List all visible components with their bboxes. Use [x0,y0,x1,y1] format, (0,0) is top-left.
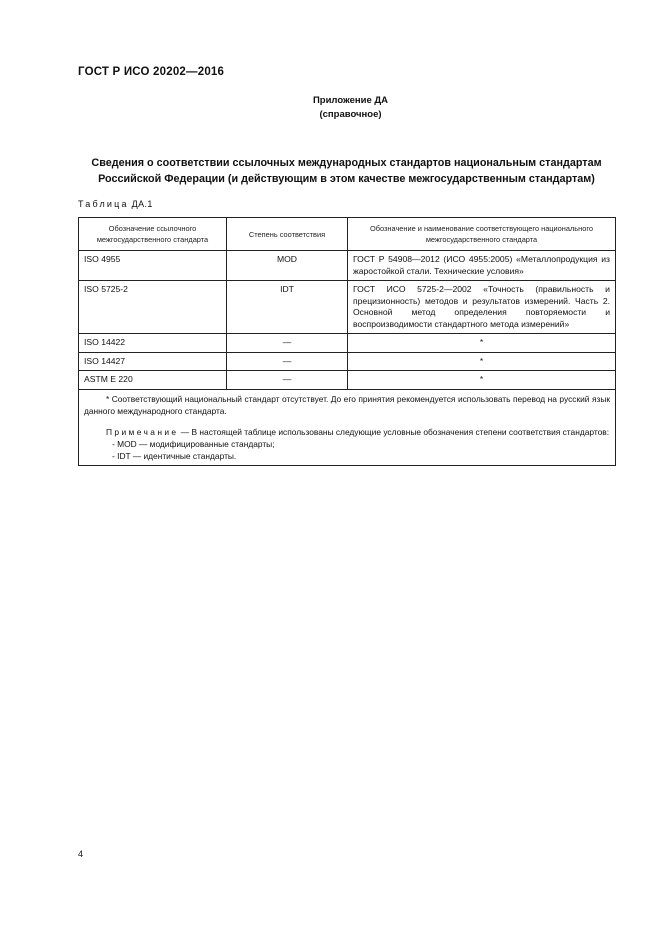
table-row [79,334,616,353]
column-header-reference: Обозначение ссылочного межгосударственного стандарта [79,218,227,251]
column-header-national: Обозначение и наименование соответствующего национального межгосударственного стандарта [348,218,616,251]
section-title [78,155,615,187]
table-row [79,281,616,334]
cell-reference: ISO 14422 [79,334,227,353]
appendix-subtitle: (справочное) [319,109,382,120]
table-header-row [79,218,616,251]
cell-reference: ASTM E 220 [79,371,227,390]
cell-national: * [348,352,616,371]
cell-degree: — [227,352,348,371]
table-row [79,352,616,371]
note-label: Примечание [106,426,179,437]
cell-national: ГОСТ Р 54908—2012 (ИСО 4955:2005) «Металлопродукция из жаростойкой стали. Технические условия» [348,251,616,281]
cell-degree: — [227,334,348,353]
cell-national: * [348,334,616,353]
cell-degree: MOD [227,251,348,281]
page-number: 4 [78,849,84,859]
cell-national: ГОСТ ИСО 5725-2—2002 «Точность (правильность и прецизионность) методов и результатов измерений. Часть 2. Основной метод определения повторяемости и воспроизводимости стандартного метода измерений» [348,281,616,334]
note-text: — В настоящей таблице использованы следующие условные обозначения степени соответствия стандартов: [178,426,610,437]
table-caption-id: ДА.1 [131,199,153,209]
cell-national: * [348,371,616,390]
column-header-degree: Степень соответствия [227,218,348,251]
appendix-title: Приложение ДА [312,95,389,106]
document-header: ГОСТ Р ИСО 20202—2016 [78,66,225,78]
table-caption [78,199,153,209]
section-title-line-1: Сведения о соответствии ссылочных международных стандартов национальным стандартам [91,157,602,169]
table-caption-word: Таблица [78,199,129,209]
correspondence-table [78,217,616,466]
table-row [79,371,616,390]
cell-reference: ISO 5725-2 [79,281,227,334]
section-title-line-2: Российской Федерации (и действующим в этом качестве межгосударственным стандартам) [98,173,595,185]
table-notes-row [79,389,616,465]
table-note [84,426,610,438]
cell-degree: — [227,371,348,390]
note-list-item: - MOD — модифицированные стандарты; [112,438,275,449]
appendix-heading [0,94,661,122]
note-list-item: - IDT — идентичные стандарты. [112,450,237,461]
table-row [79,251,616,281]
table-notes-cell [79,389,616,465]
cell-reference: ISO 4955 [79,251,227,281]
cell-degree: IDT [227,281,348,334]
cell-reference: ISO 14427 [79,352,227,371]
table-footnote: * Соответствующий национальный стандарт отсутствует. До его принятия рекомендуется использовать перевод на русский язык данного международного стандарта. [84,393,610,416]
